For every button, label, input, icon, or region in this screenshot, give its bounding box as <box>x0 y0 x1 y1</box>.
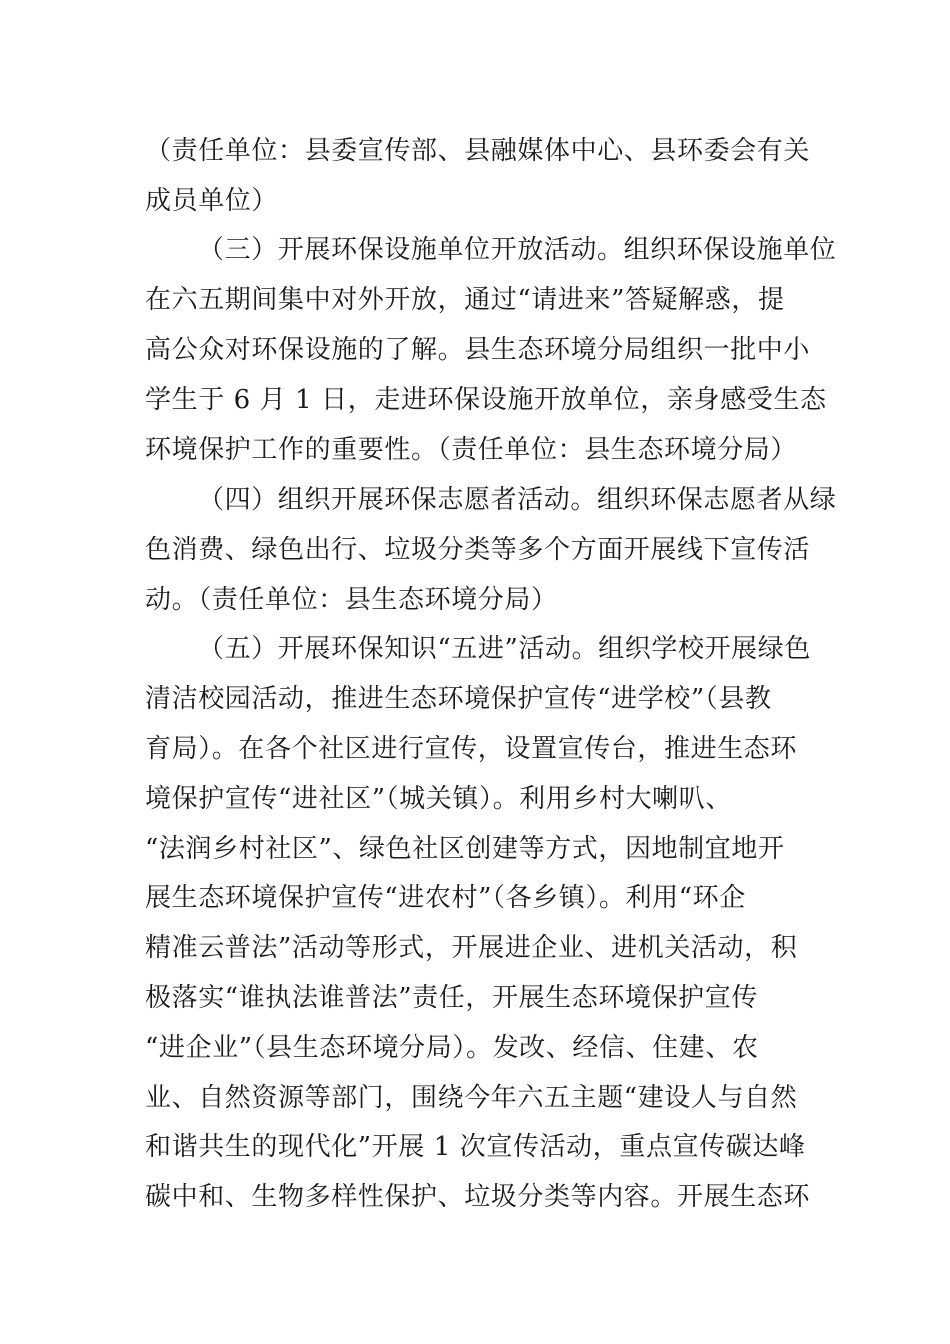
text-line: 境保护宣传“进社区”（城关镇）。利用乡村大喇叭、 <box>145 784 732 814</box>
text-line: 清洁校园活动，推进生态环境保护宣传“进学校”（县教 <box>145 684 772 714</box>
paragraph-heading-3: （三）开展环保设施单位开放活动。组织环保设施单位 <box>198 235 837 265</box>
text-line: （责任单位：县委宣传部、县融媒体中心、县环委会有关 <box>145 136 811 166</box>
text-line: 和谐共生的现代化”开展 1 次宣传活动，重点宣传碳达峰 <box>145 1132 806 1162</box>
text-line: 碳中和、生物多样性保护、垃圾分类等内容。开展生态环 <box>145 1182 811 1212</box>
text-line: “法润乡村社区”、绿色社区创建等方式，因地制宜地开 <box>145 834 785 864</box>
text-line: “进企业”（县生态环境分局）。发改、经信、住建、农 <box>145 1033 759 1063</box>
paragraph-heading-5: （五）开展环保知识“五进”活动。组织学校开展绿色 <box>198 634 811 664</box>
text-line: 高公众对环保设施的了解。县生态环境分局组织一批中小 <box>145 335 811 365</box>
paragraph-heading-4: （四）组织开展环保志愿者活动。组织环保志愿者从绿 <box>198 485 837 515</box>
text-line: 学生于 6 月 1 日，走进环保设施开放单位，亲身感受生态 <box>145 385 827 415</box>
text-line: 环境保护工作的重要性。（责任单位：县生态环境分局） <box>145 435 798 465</box>
text-line: 业、自然资源等部门，围绕今年六五主题“建设人与自然 <box>145 1083 798 1113</box>
text-line: 在六五期间集中对外开放，通过“请进来”答疑解惑，提 <box>145 285 785 315</box>
text-line: 动。（责任单位：县生态环境分局） <box>145 585 558 615</box>
text-line: 成员单位） <box>145 186 279 216</box>
text-line: 色消费、绿色出行、垃圾分类等多个方面开展线下宣传活 <box>145 535 811 565</box>
text-line: 极落实“谁执法谁普法”责任，开展生态环境保护宣传 <box>145 983 758 1013</box>
text-line: 育局）。在各个社区进行宣传，设置宣传台，推进生态环 <box>145 734 798 764</box>
text-line: 精准云普法”活动等形式，开展进企业、进机关活动，积 <box>145 933 798 963</box>
text-line: 展生态环境保护宣传“进农村”（各乡镇）。利用“环企 <box>145 883 746 913</box>
